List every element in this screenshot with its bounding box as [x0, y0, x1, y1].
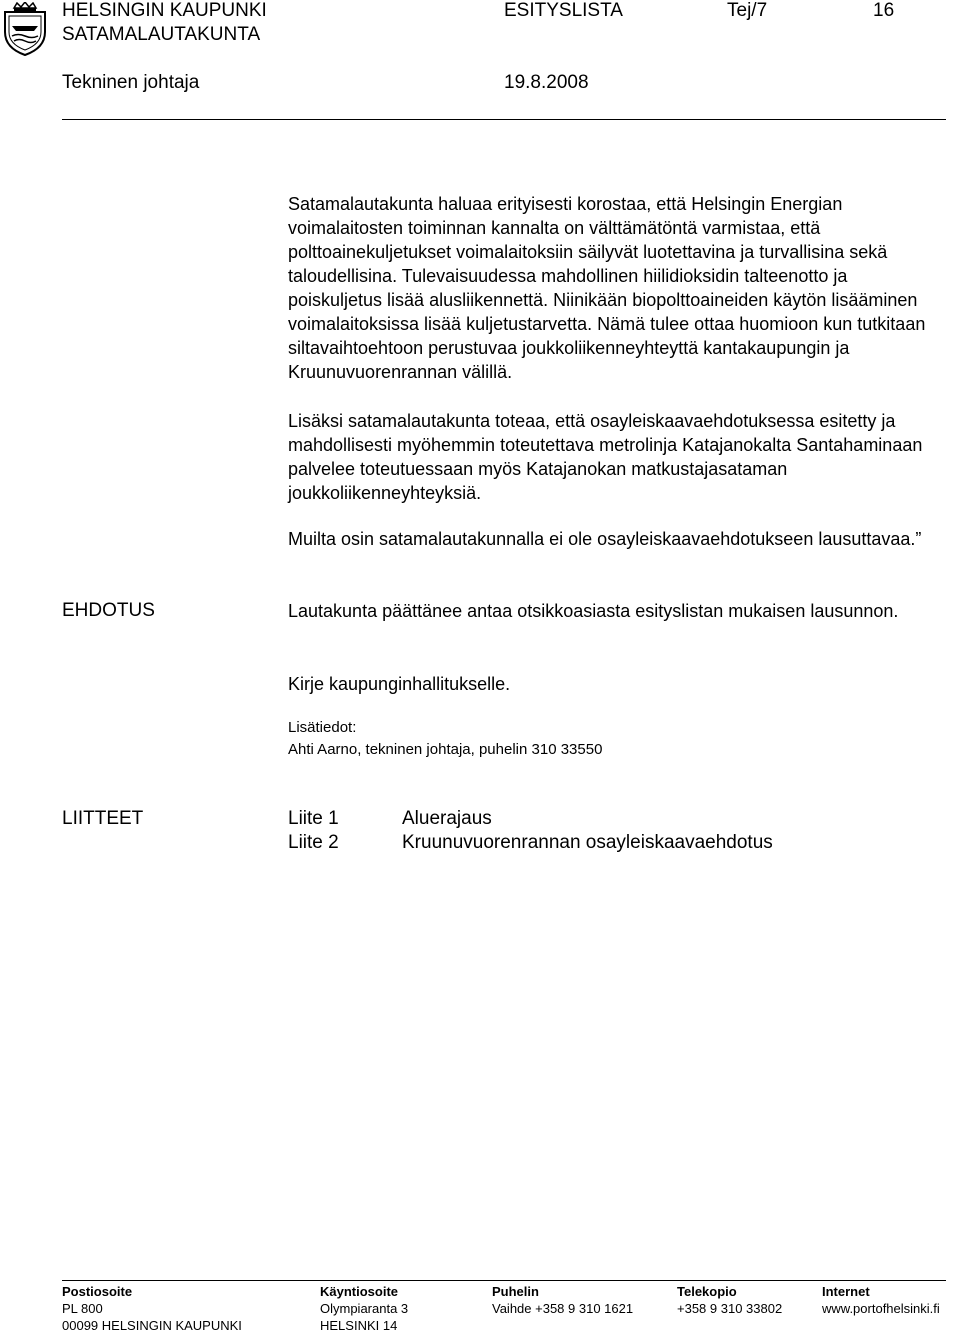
- footer-phone-heading: Puhelin: [492, 1284, 539, 1299]
- header-presenter: Tekninen johtaja: [62, 72, 200, 93]
- body-paragraph-3: Muilta osin satamalautakunnalla ei ole osayleiskaavaehdotukseen lausuttavaa.”: [288, 529, 922, 549]
- footer-col-internet: [822, 1283, 940, 1317]
- footer-visit-line2: HELSINKI 14: [320, 1318, 398, 1333]
- body-paragraph-2: Lisäksi satamalautakunta toteaa, että osayleiskaavaehdotuksessa esitetty ja mahdollisesti myöhemmin toteutettava metrolinja Katajanokalta Santahaminaan palvelee toteutuessaan myös Katajanokan matkustajasataman joukkoliikenneyhteyksiä.: [288, 411, 923, 503]
- footer-phone-line1: Vaihde +358 9 310 1621: [492, 1301, 634, 1316]
- footer-postal-line1: PL 800: [62, 1301, 103, 1316]
- attachment-2-title: Kruunuvuorenrannan osayleiskaavaehdotus: [402, 832, 773, 853]
- header-section: Tej/7: [727, 0, 768, 21]
- footer-divider: [62, 1280, 946, 1281]
- header-page-number: 16: [873, 0, 895, 21]
- footer-col-fax: [677, 1283, 782, 1317]
- attachment-1-title: Aluerajaus: [402, 808, 492, 829]
- letter-text: Kirje kaupunginhallitukselle.: [288, 674, 511, 694]
- footer-internet-line1[interactable]: www.portofhelsinki.fi: [822, 1301, 940, 1316]
- contact-text: Ahti Aarno, tekninen johtaja, puhelin 310 33550: [288, 741, 603, 758]
- footer-col-phone: [492, 1283, 633, 1317]
- header-committee-name: SATAMALAUTAKUNTA: [62, 24, 261, 45]
- attachment-2-id: Liite 2: [288, 832, 339, 853]
- attachment-1-id: Liite 1: [288, 808, 339, 829]
- footer-visit-line1: Olympiaranta 3: [320, 1301, 409, 1316]
- proposal-label: EHDOTUS: [62, 600, 155, 621]
- body-paragraph-1: Satamalautakunta haluaa erityisesti korostaa, että Helsingin Energian voimalaitosten toiminnan kannalta on välttämätöntä varmistaa, että polttoainekuljetukset voimalaitoksiin säilyvät luotettavina ja turvallisina sekä taloudellisina. Tulevaisuudessa mahdollinen hiilidioksidin talteenotto ja poiskuljetus lisää alusliikennettä. Niinikään biopolttoaineiden käytön lisääminen voimalaitoksissa lisää kuljetustarvetta. Nämä tulee ottaa huomioon kun tutkitaan siltavaihtoehtoon perustuvaa joukkoliikenneyhteyttä kantakaupungin ja Kruunuvuorenrannan välillä.: [288, 194, 926, 382]
- footer-fax-line1: +358 9 310 33802: [677, 1301, 783, 1316]
- attachments-label: LIITTEET: [62, 808, 144, 829]
- footer-internet-heading: Internet: [822, 1284, 870, 1299]
- footer-col-visit: [320, 1283, 408, 1334]
- footer-postal-heading: Postiosoite: [62, 1284, 133, 1299]
- footer-visit-heading: Käyntiosoite: [320, 1284, 399, 1299]
- header-org-name: HELSINGIN KAUPUNKI: [62, 0, 267, 21]
- header-date: 19.8.2008: [504, 72, 589, 93]
- footer-fax-heading: Telekopio: [677, 1284, 737, 1299]
- footer-postal-line2: 00099 HELSINGIN KAUPUNKI: [62, 1318, 242, 1333]
- footer-col-postal: [62, 1283, 242, 1334]
- header-divider: [62, 119, 946, 120]
- proposal-text: Lautakunta päättänee antaa otsikkoasiasta esityslistan mukaisen lausunnon.: [288, 601, 899, 621]
- contact-label: Lisätiedot:: [288, 719, 357, 736]
- helsinki-crest-logo-icon: [2, 2, 48, 56]
- header-doc-type: ESITYSLISTA: [504, 0, 623, 21]
